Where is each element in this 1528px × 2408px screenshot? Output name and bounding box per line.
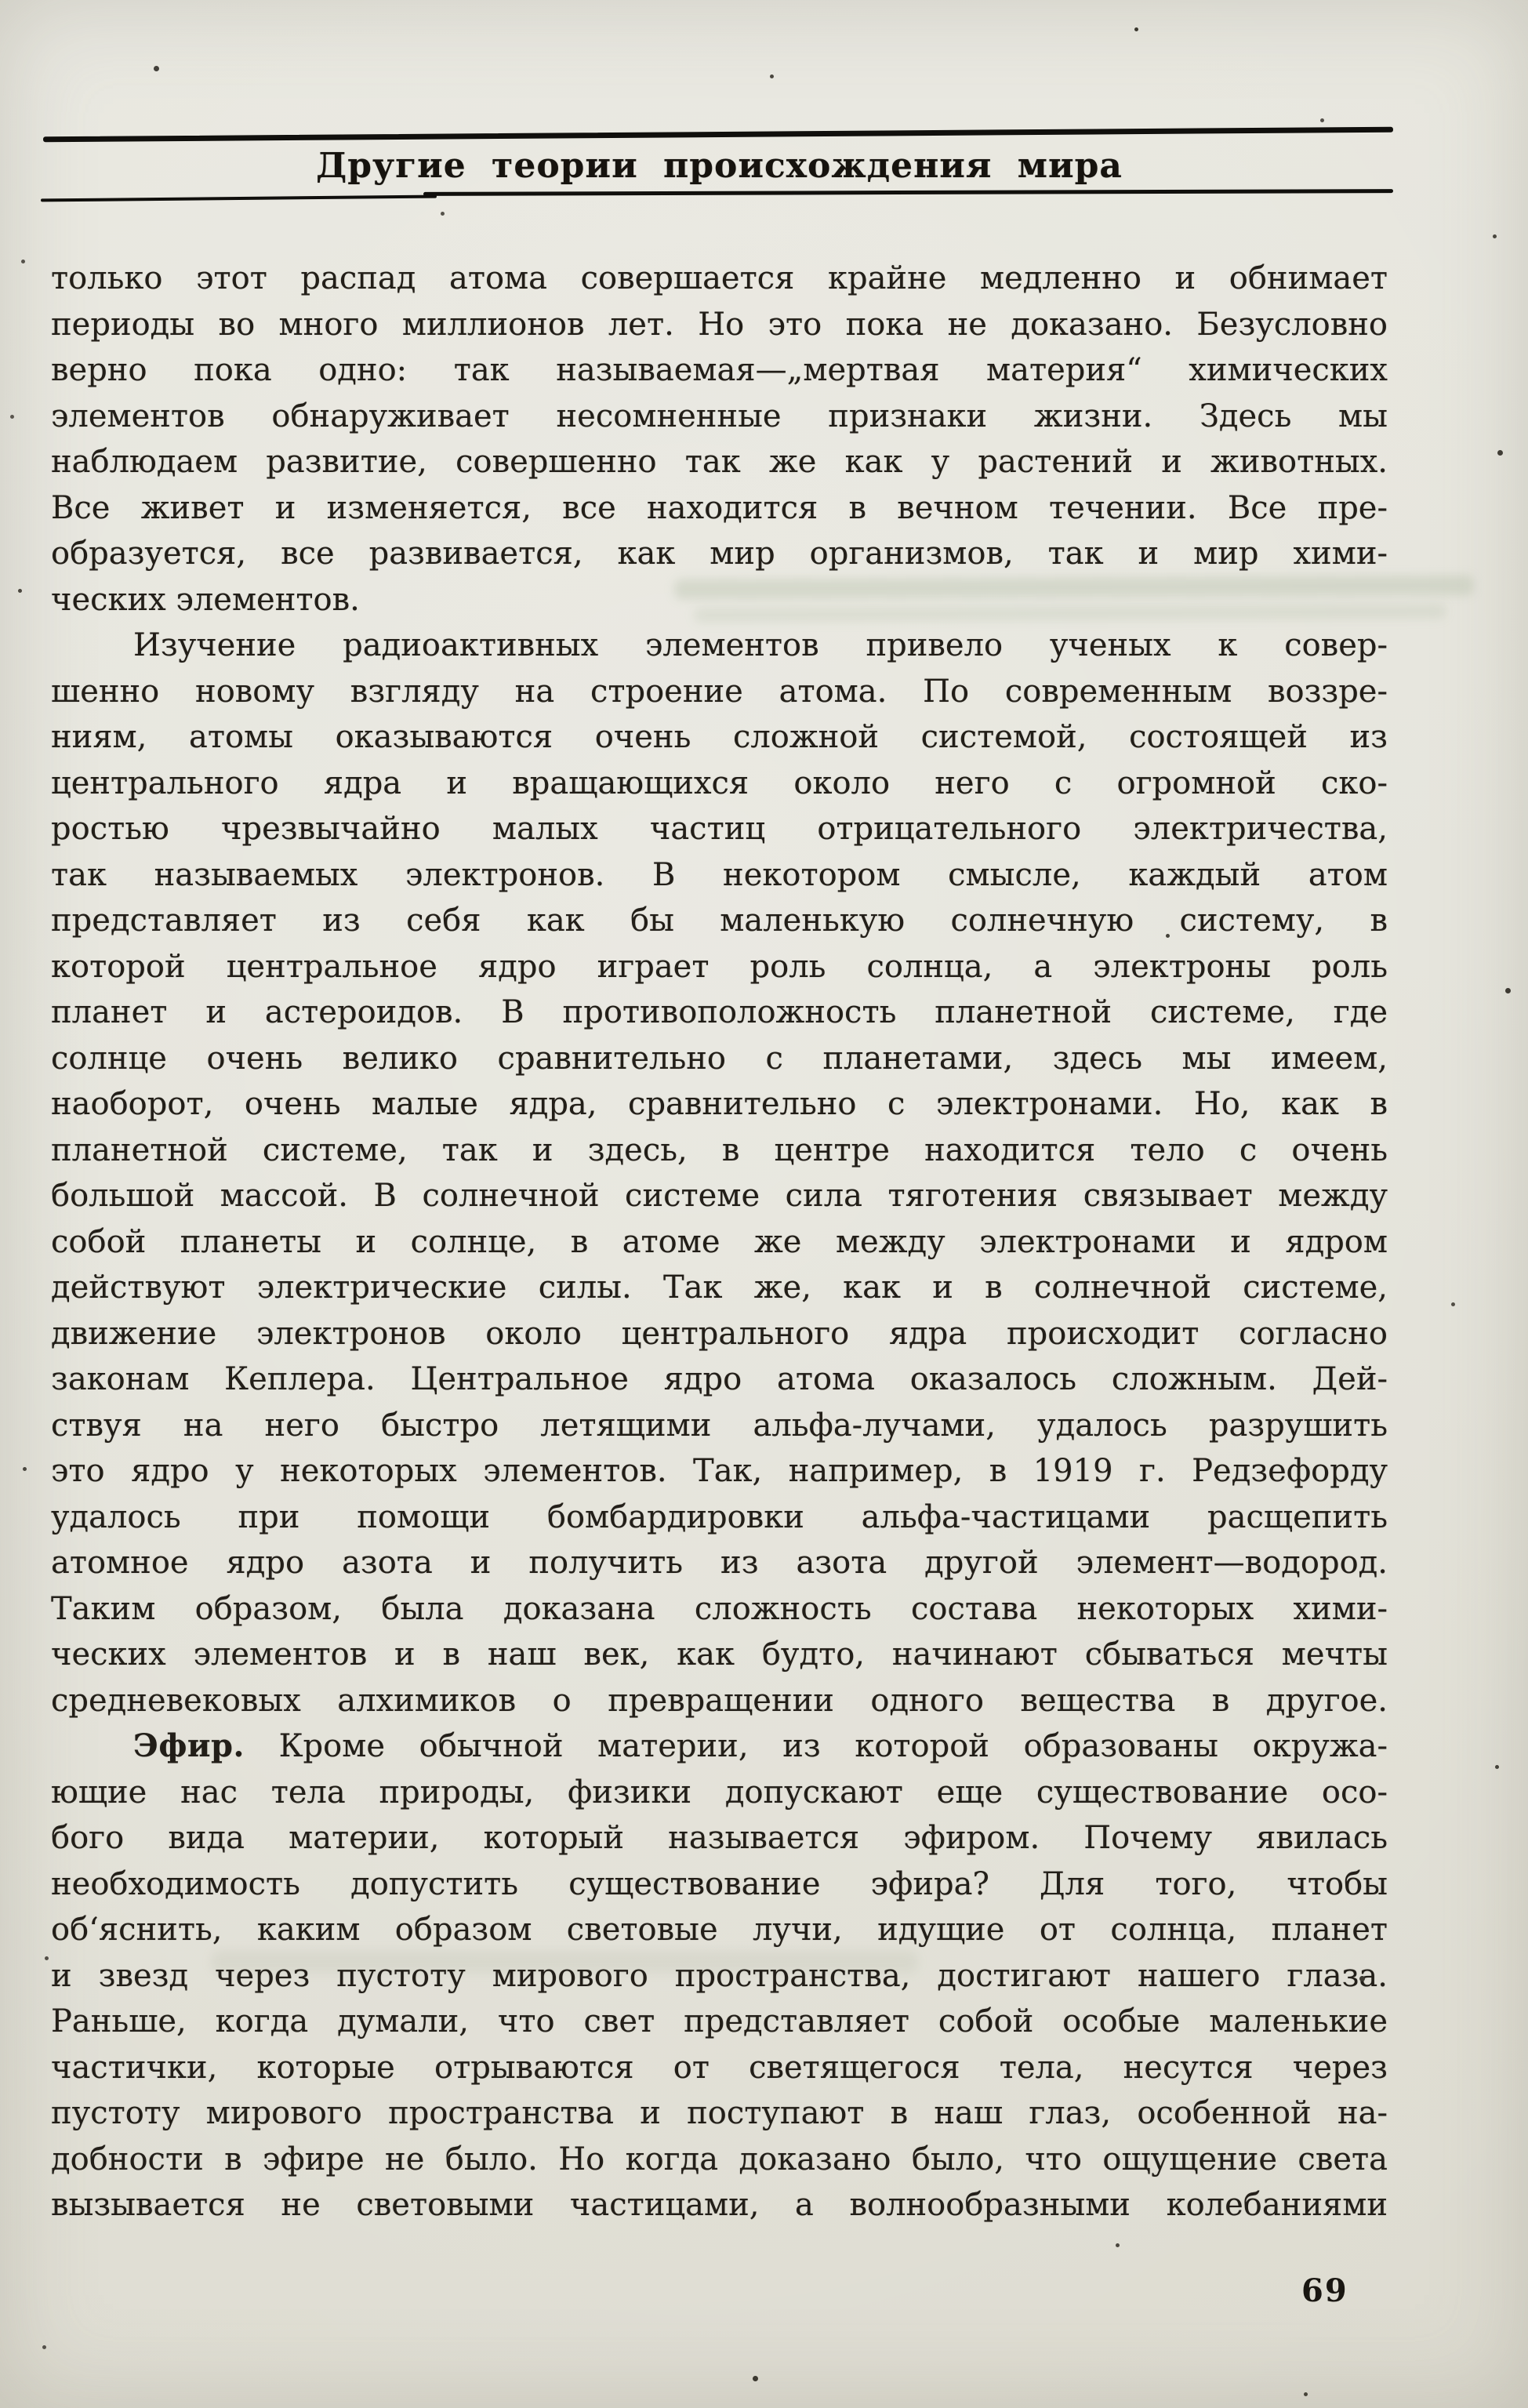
text-line: только этот распад атома совершается крайне медленно и обнимает	[51, 260, 1388, 296]
paragraph	[51, 1723, 1388, 2228]
text-line: частички, которые отрываются от светящегося тела, несутся через	[51, 2049, 1388, 2086]
text-line: средневековых алхимиков о превращении одного вещества в другое.	[51, 1682, 1388, 1719]
text-line: и звезд через пустоту мирового пространства, достигают нашего глаза.	[51, 1957, 1388, 1994]
text-line: ющие нас тела природы, физики допускают еще существование осо-	[51, 1774, 1388, 1811]
text-line: ческих элементов и в наш век, как будто, начинают сбываться мечты	[51, 1636, 1388, 1673]
text-line: удалось при помощи бомбардировки альфа-частицами расщепить	[51, 1498, 1388, 1535]
text-line: которой центральное ядро играет роль солнца, а электроны роль	[51, 948, 1388, 985]
paper-specks	[0, 0, 2, 2]
text-line: Все живет и изменяется, все находится в вечном течении. Все пре-	[51, 489, 1388, 526]
text-line: Изучение радиоактивных элементов привело ученых к совер-	[133, 627, 1388, 663]
header-rule-top	[43, 127, 1393, 143]
text-line: необходимость допустить существование эфира? Для того, чтобы	[51, 1865, 1388, 1902]
text-line: об‘яснить, каким образом световые лучи, идущие от солнца, планет	[51, 1912, 1388, 1948]
text-line: ниям, атомы оказываются очень сложной системой, состоящей из	[51, 719, 1388, 755]
text-line: верно пока одно: так называемая—„мертвая материя“ химических	[51, 352, 1388, 388]
header-rule-bottom-right	[423, 189, 1393, 196]
text-line: действуют электрические силы. Так же, как и в солнечной системе,	[51, 1269, 1388, 1306]
text-line: вызывается не световыми частицами, а волнообразными колебаниями	[51, 2187, 1388, 2223]
text-line: Таким образом, была доказана сложность состава некоторых хими-	[51, 1590, 1388, 1627]
text-block	[51, 256, 1388, 2228]
text-line: движение электронов около центрального ядра происходит согласно	[51, 1315, 1388, 1352]
text-line: шенно новому взгляду на строение атома. По современным воззре-	[51, 673, 1388, 710]
text-line: атомное ядро азота и получить из азота другой элемент—водород.	[51, 1545, 1388, 1581]
text-line: пустоту мирового пространства и поступают в наш глаз, особенной на-	[51, 2095, 1388, 2131]
text-line: периоды во много миллионов лет. Но это пока не доказано. Безусловно	[51, 306, 1388, 343]
text-line: ческих элементов.	[51, 581, 360, 618]
text-line: Раньше, когда думали, что свет представляет собой особые маленькие	[51, 2003, 1388, 2039]
text-line: центрального ядра и вращающихся около него с огромной ско-	[51, 765, 1388, 801]
text-line: наблюдаем развитие, совершенно так же как у растений и животных.	[51, 444, 1388, 480]
text-line: представляет из себя как бы маленькую солнечную систему, в	[51, 903, 1388, 939]
text-line: ствуя на него быстро летящими альфа-лучами, удалось разрушить	[51, 1407, 1388, 1444]
text-line: элементов обнаруживает несомненные признаки жизни. Здесь мы	[51, 398, 1388, 434]
text-line: большой массой. В солнечной системе сила тяготения связывает между	[51, 1178, 1388, 1214]
text-line: солнце очень велико сравнительно с планетами, здесь мы имеем,	[51, 1040, 1388, 1077]
paragraph	[51, 623, 1388, 1723]
header-rule-bottom-left	[41, 195, 437, 202]
text-line: бого вида материи, который называется эфиром. Почему явилась	[51, 1820, 1388, 1856]
running-head: Другие теории происхождения мира	[316, 146, 1123, 186]
text-line: так называемых электронов. В некотором смысле, каждый атом	[51, 856, 1388, 893]
paragraph-lead: Эфир.	[133, 1727, 245, 1764]
text-line: планетной системе, так и здесь, в центре находится тело с очень	[51, 1131, 1388, 1168]
text-line: ростью чрезвычайно малых частиц отрицательного электричества,	[51, 811, 1388, 847]
paragraph	[51, 256, 1388, 623]
text-line: Эфир. Кроме обычной материи, из которой образованы окружа-	[133, 1727, 1388, 1764]
text-line: это ядро у некоторых элементов. Так, например, в 1919 г. Редзефорду	[51, 1453, 1388, 1489]
text-line: планет и астероидов. В противоположность планетной системе, где	[51, 994, 1388, 1030]
text-line: образуется, все развивается, как мир организмов, так и мир хими-	[51, 536, 1388, 572]
text-line: добности в эфире не было. Но когда доказано было, что ощущение света	[51, 2141, 1388, 2177]
text-line: наоборот, очень малые ядра, сравнительно с электронами. Но, как в	[51, 1086, 1388, 1122]
page-number: 69	[1301, 2272, 1348, 2309]
text-line: законам Кеплера. Центральное ядро атома оказалось сложным. Дей-	[51, 1361, 1388, 1397]
text-line: собой планеты и солнце, в атоме же между электронами и ядром	[51, 1223, 1388, 1260]
